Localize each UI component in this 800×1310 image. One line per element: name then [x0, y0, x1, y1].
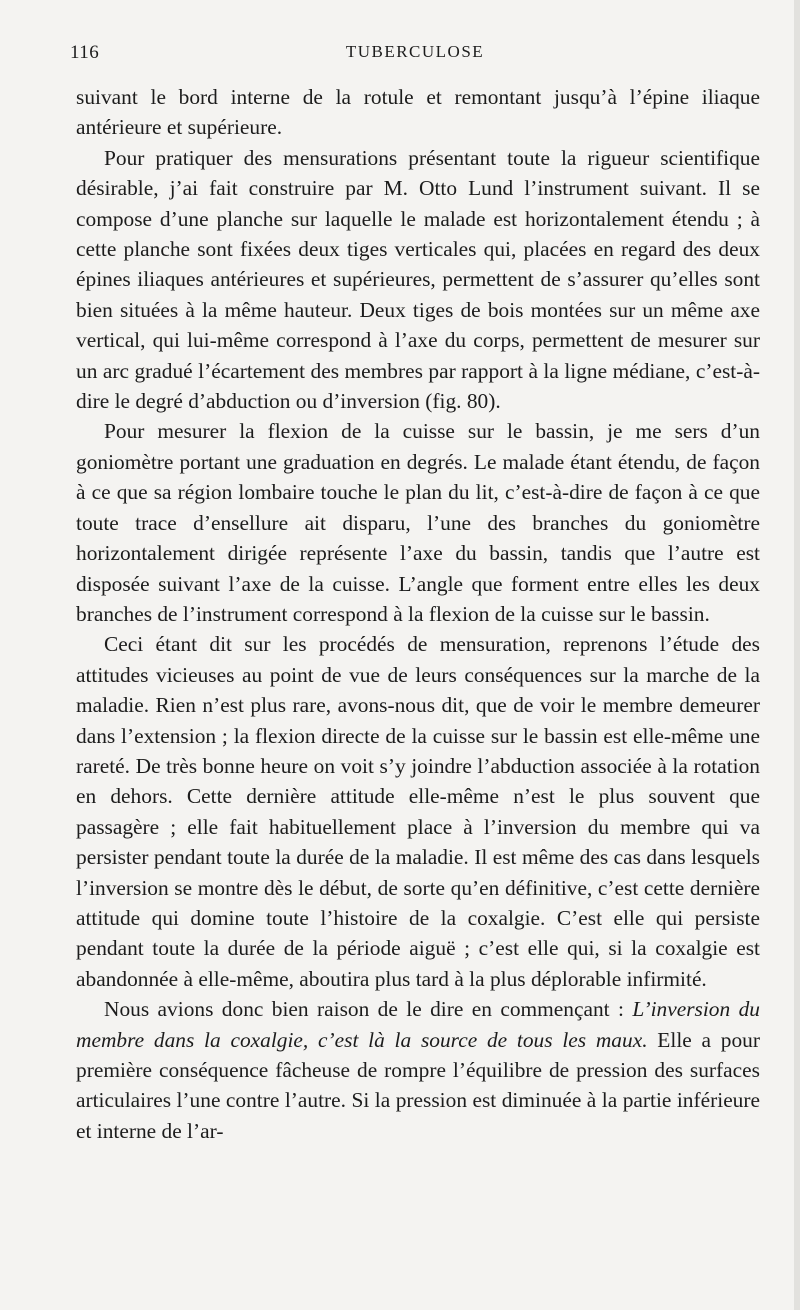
paragraph [76, 82, 760, 143]
text-run: Elle a pour première conséquence fâcheuse de rompre l’équilibre de pression des surfaces articulaires l’une contre l’autre. Si la pression est diminuée à la partie inférieure et interne de l’ar- [76, 1027, 760, 1143]
text-run: Nous avions donc bien raison de le dire en commençant : [104, 997, 633, 1022]
paragraph [76, 994, 760, 1146]
running-title: TUBERCULOSE [345, 42, 485, 61]
paragraph [76, 143, 760, 417]
text-run: Pour mesurer la flexion de la cuisse sur le bassin, je me sers d’un goniomètre portant une graduation en degrés. Le malade étant étendu, de façon à ce que sa région lombaire touche le plan du lit, c’est-à-dire de façon à ce que toute trace d’ensellure ait disparu, l’une des branches du goniomètre horizontalement dirigée représente l’axe du bassin, tandis que l’autre est disposée suivant l’axe de la cuisse. L’angle que forment entre elles les deux branches de l’instrument correspond à la flexion de la cuisse sur le bassin. [76, 419, 760, 626]
text-run: Pour pratiquer des mensurations présentant toute la rigueur scientifique désirable, j’ai fait construire par M. Otto Lund l’instrument suivant. Il se compose d’une planche sur laquelle le malade est horizontalement étendu ; à cette planche sont fixées deux tiges verticales qui, placées en regard des deux épines iliaques antérieures et supérieures, permettent de s’assurer qu’elles sont bien situées à la même hauteur. Deux tiges de bois montées sur un même axe vertical, qui lui-même correspond à l’axe du corps, permettent de mesurer sur un arc gradué l’écartement des membres par rapport à la ligne médiane, c’est-à-dire le degré d’abduction ou d’inversion (fig. 80). [76, 145, 760, 414]
paragraph [76, 416, 760, 629]
text-run: suivant le bord interne de la rotule et remontant jusqu’à l’épine iliaque antérieure et supérieure. [76, 85, 760, 140]
text-run: Ceci étant dit sur les procédés de mensuration, reprenons l’étude des attitudes vicieuses au point de vue de leurs conséquences sur la marche de la maladie. Rien n’est plus rare, avons-nous dit, que de voir le membre demeurer dans l’extension ; la flexion directe de la cuisse sur le bassin est elle-même une rareté. De très bonne heure on voit s’y joindre l’abduction associée à la rotation en dehors. Cette dernière attitude elle-même n’est le plus souvent que passagère ; elle fait habituellement place à l’inversion du membre qui va persister pendant toute la durée de la maladie. Il est même des cas dans lesquels l’inversion se montre dès le début, de sorte qu’en définitive, c’est cette dernière attitude qui domine toute l’histoire de la coxalgie. C’est elle qui persiste pendant toute la durée de la période aiguë ; c’est elle qui, si la coxalgie est abandonnée à elle-même, aboutira plus tard à la plus déplorable infirmité. [76, 632, 760, 991]
scan-edge [794, 0, 800, 1310]
page-number: 116 [70, 42, 100, 63]
running-head [70, 42, 760, 72]
paragraph [76, 629, 760, 994]
body-text [76, 82, 760, 1146]
italic-phrase: L’inversion du membre dans la coxalgie, c’est là la source de tous les maux. [76, 997, 760, 1052]
